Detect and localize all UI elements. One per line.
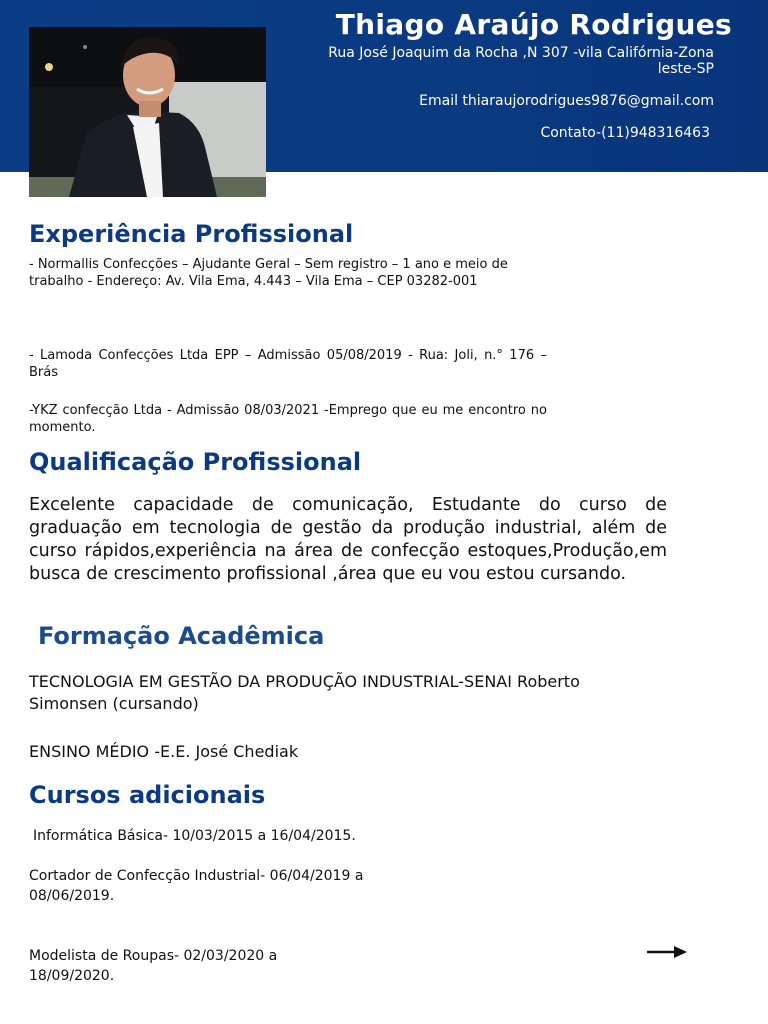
address: Rua José Joaquim da Rocha ,N 307 -vila Califórnia-Zona leste-SP <box>328 45 714 77</box>
email: Email thiaraujorodrigues9876@gmail.com <box>419 93 714 109</box>
education-item: TECNOLOGIA EM GESTÃO DA PRODUÇÃO INDUSTRIAL-SENAI Roberto Simonsen (cursando) <box>29 672 580 713</box>
experience-item: - Lamoda Confecções Ltda EPP – Admissão 05/08/2019 - Rua: Joli, n.° 176 – Brás <box>29 348 547 380</box>
arrow-right-icon[interactable] <box>646 944 688 960</box>
experience-item: -YKZ confecção Ltda - Admissão 08/03/2021 -Emprego que eu me encontro no momento. <box>29 403 547 435</box>
course-item: Cortador de Confecção Industrial- 06/04/2019 a 08/06/2019. <box>29 868 364 904</box>
course-item: Modelista de Roupas- 02/03/2020 a 18/09/2020. <box>29 948 278 984</box>
education-heading: Formação Acadêmica <box>38 622 325 650</box>
profile-photo <box>29 27 266 197</box>
person-name: Thiago Araújo Rodrigues <box>335 8 732 41</box>
phone-contact: Contato-(11)948316463 <box>540 125 710 141</box>
profile-photo-image <box>29 27 266 197</box>
education-item: ENSINO MÉDIO -E.E. José Chediak <box>29 742 299 761</box>
experience-item: - Normallis Confecções – Ajudante Geral – Sem registro – 1 ano e meio de trabalho - Endereço: Av. Vila Ema, 4.443 – Vila Ema – CEP 03282-001 <box>29 257 508 289</box>
courses-heading: Cursos adicionais <box>29 781 266 809</box>
qualification-text: Excelente capacidade de comunicação, Estudante do curso de graduação em tecnologia de gestão da produção industrial, além de curso rápidos,experiência na área de confecção estoques,Produção,em busca de crescimento profissional ,área que eu vou estou cursando. <box>29 495 667 584</box>
qualification-heading: Qualificação Profissional <box>29 448 362 476</box>
experience-heading: Experiência Profissional <box>29 220 354 248</box>
course-item: Informática Básica- 10/03/2015 a 16/04/2015. <box>33 828 356 844</box>
